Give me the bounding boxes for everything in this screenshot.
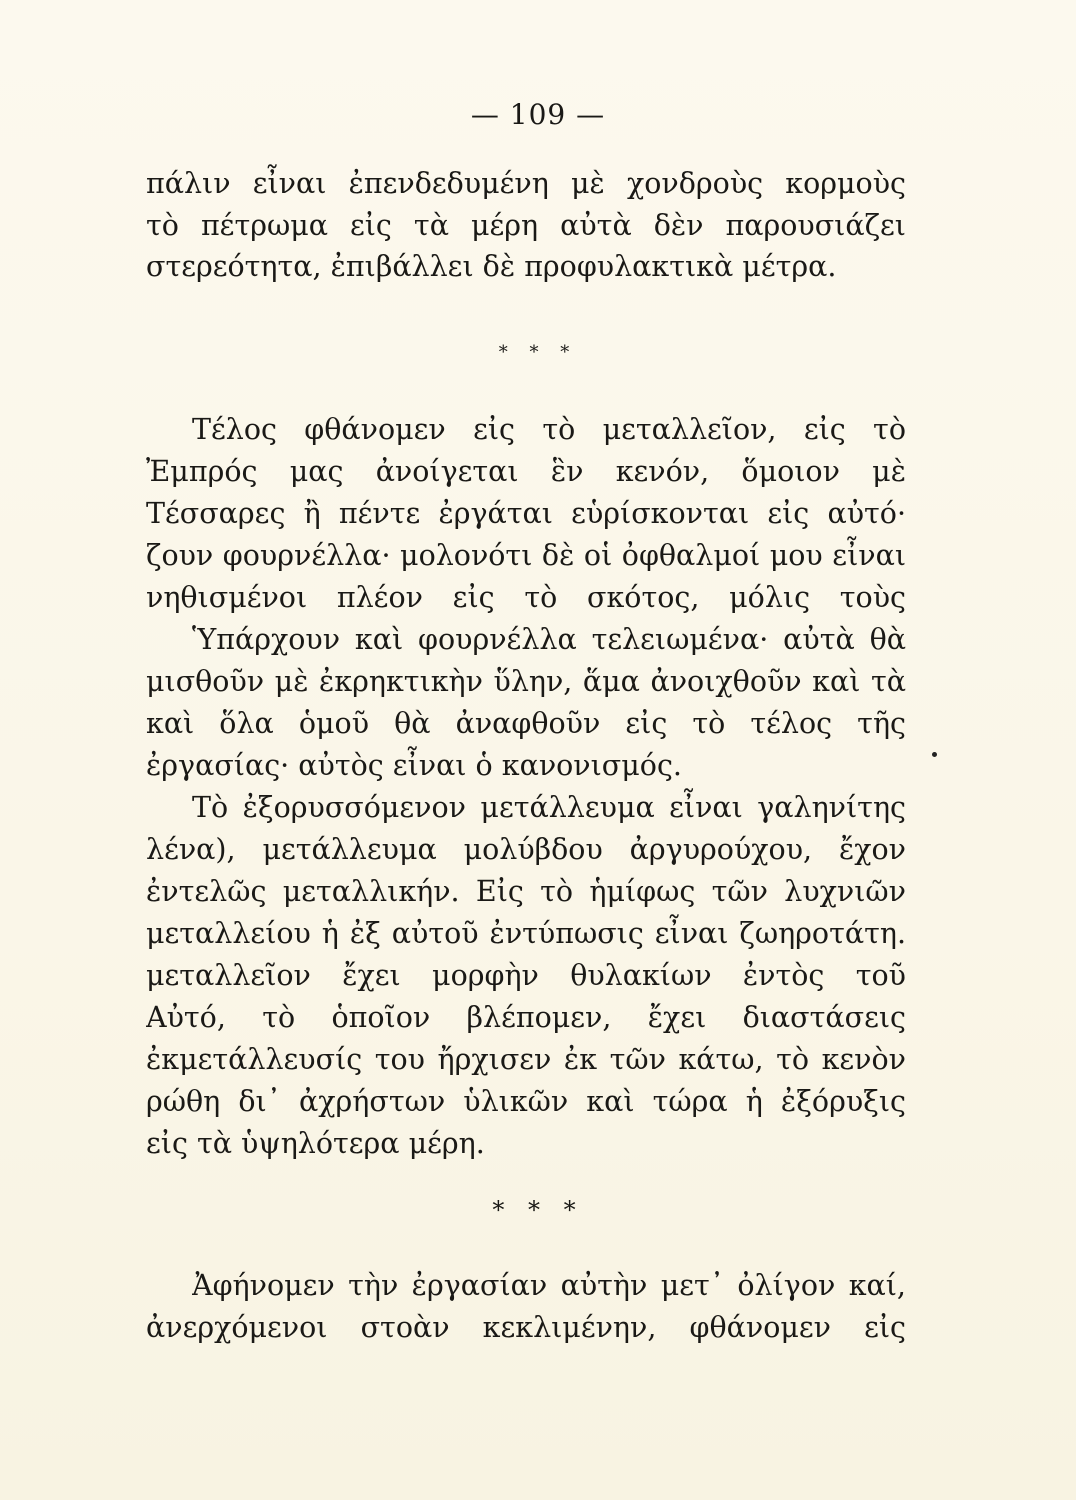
text-line: καὶ ὅλα ὁμοῦ θὰ ἀναφθοῦν εἰς τὸ τέλος τῆς bbox=[146, 707, 906, 740]
text-line: Τέλος φθάνομεν εἰς τὸ μεταλλεῖον, εἰς τὸ bbox=[192, 413, 906, 446]
text-line: ἐκμετάλλευσίς του ἤρχισεν ἐκ τῶν κάτω, τὸ κενὸν bbox=[146, 1043, 906, 1076]
text-line: στερεότητα, ἐπιβάλλει δὲ προφυλακτικὰ μέτρα. bbox=[146, 250, 837, 283]
text-line: ρώθη δι᾽ ἀχρήστων ὑλικῶν καὶ τώρα ἡ ἐξόρυξις bbox=[146, 1085, 906, 1118]
text-line: ἐντελῶς μεταλλικήν. Εἰς τὸ ἡμίφως τῶν λυχνιῶν bbox=[146, 875, 906, 908]
text-line: πάλιν εἶναι ἐπενδεδυμένη μὲ χονδροὺς κορμοὺς bbox=[146, 167, 906, 200]
section-separator: * * * bbox=[498, 342, 578, 363]
text-line: ἀνερχόμενοι στοὰν κεκλιμένην, φθάνομεν εἰς bbox=[146, 1311, 906, 1344]
text-line: ἐργασίας· αὐτὸς εἶναι ὁ κανονισμός. bbox=[146, 749, 682, 782]
page-number: — 109 — bbox=[470, 98, 606, 131]
text-line: Τέσσαρες ἢ πέντε ἐργάται εὑρίσκονται εἰς αὐτό· bbox=[146, 497, 906, 530]
text-line: νηθισμένοι πλέον εἰς τὸ σκότος, μόλις τοὺς bbox=[146, 581, 906, 614]
text-line: Ἀφήνομεν τὴν ἐργασίαν αὐτὴν μετ᾽ ὀλίγον καί, bbox=[192, 1269, 906, 1302]
text-line: μισθοῦν μὲ ἐκρηκτικὴν ὕλην, ἅμα ἀνοιχθοῦν καὶ τὰ bbox=[146, 665, 906, 698]
text-line: Ὑπάρχουν καὶ φουρνέλλα τελειωμένα· αὐτὰ θὰ bbox=[192, 623, 906, 656]
text-line: Τὸ ἐξορυσσόμενον μετάλλευμα εἶναι γαληνίτης bbox=[192, 791, 906, 824]
text-line: εἰς τὰ ὑψηλότερα μέρη. bbox=[146, 1127, 485, 1160]
text-line: Ἐμπρός μας ἀνοίγεται ἓν κενόν, ὅμοιον μὲ bbox=[146, 455, 906, 488]
text-line: λένα), μετάλλευμα μολύβδου ἀργυρούχου, ἔχον bbox=[146, 833, 906, 866]
section-separator: * * * bbox=[492, 1196, 584, 1224]
text-line: τὸ πέτρωμα εἰς τὰ μέρη αὐτὰ δὲν παρουσιάζει bbox=[146, 209, 906, 242]
text-line: Αὐτό, τὸ ὁποῖον βλέπομεν, ἔχει διαστάσεις bbox=[146, 1001, 906, 1034]
ink-speck bbox=[932, 752, 937, 757]
text-line: μεταλλεῖον ἔχει μορφὴν θυλακίων ἐντὸς τοῦ bbox=[146, 959, 906, 992]
text-line: μεταλλείου ἡ ἐξ αὐτοῦ ἐντύπωσις εἶναι ζωηροτάτη. bbox=[146, 917, 906, 950]
text-line: ζουν φουρνέλλα· μολονότι δὲ οἱ ὀφθαλμοί μου εἶναι bbox=[146, 539, 906, 572]
